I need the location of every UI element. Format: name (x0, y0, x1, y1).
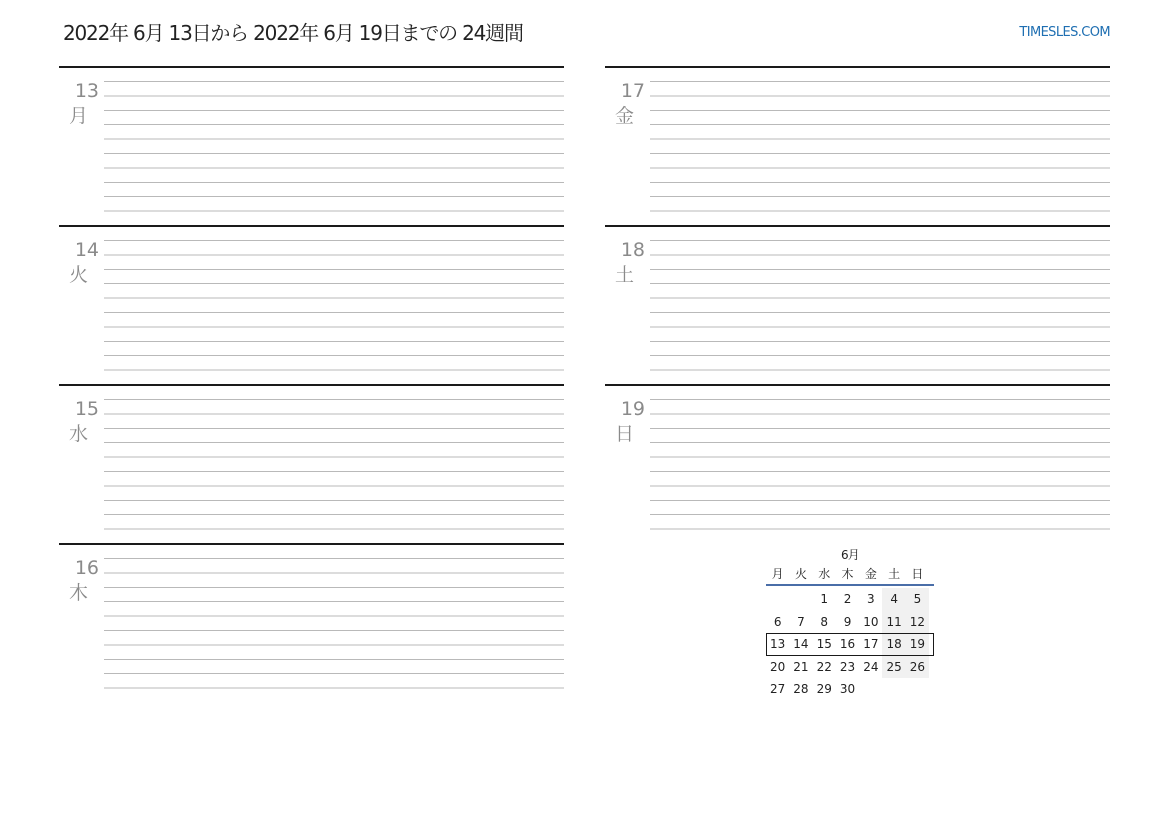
weekday-header: 水 (818, 567, 831, 581)
week-row (766, 678, 934, 701)
calendar-day[interactable]: 30 (839, 682, 856, 697)
day-block-14 (59, 225, 564, 377)
weekday-label: 土 (615, 264, 635, 286)
weekday-header: 木 (841, 567, 854, 581)
calendar-day (766, 588, 789, 611)
calendar-day[interactable]: 4 (882, 588, 905, 611)
note-lines[interactable] (104, 240, 564, 371)
weekday-header: 月 (771, 567, 784, 581)
day-number: 19 (620, 398, 645, 420)
calendar-day (789, 588, 812, 611)
weekday-label: 金 (615, 105, 635, 127)
week-row (766, 611, 934, 634)
calendar-day[interactable]: 7 (797, 614, 805, 629)
day-number: 16 (74, 557, 99, 579)
calendar-day[interactable]: 9 (843, 614, 852, 629)
week-row (766, 588, 934, 611)
day-block-15 (59, 384, 564, 536)
day-block-18 (605, 225, 1110, 377)
calendar-day[interactable]: 10 (863, 614, 879, 629)
weekday-header: 日 (911, 567, 924, 581)
weekday-label: 木 (69, 582, 89, 604)
calendar-day (882, 678, 905, 701)
calendar-day (906, 678, 929, 701)
calendar-day[interactable]: 3 (867, 592, 875, 606)
page-title: 2022年 6月 13日から 2022年 6月 19日までの 24週間 (63, 21, 523, 45)
note-lines[interactable] (104, 558, 564, 689)
day-number: 17 (620, 80, 645, 102)
day-block-13 (59, 66, 564, 218)
calendar-day[interactable]: 1 (820, 592, 829, 606)
calendar-day[interactable]: 21 (793, 659, 809, 674)
site-link[interactable]: TIMESLES.COM (1019, 25, 1110, 40)
calendar-day[interactable]: 22 (816, 659, 832, 674)
calendar-day[interactable]: 28 (793, 682, 809, 697)
calendar-day[interactable]: 20 (770, 659, 786, 674)
mini-calendar-grid (766, 588, 934, 701)
calendar-day[interactable]: 17 (863, 637, 879, 652)
calendar-day (859, 678, 882, 701)
weekday-label: 月 (69, 105, 89, 127)
calendar-day[interactable]: 2 (843, 592, 852, 606)
calendar-day[interactable]: 8 (820, 614, 829, 629)
week-row (766, 656, 934, 679)
calendar-day[interactable]: 18 (882, 633, 905, 656)
note-lines[interactable] (650, 81, 1110, 212)
note-lines[interactable] (104, 81, 564, 212)
note-lines[interactable] (650, 399, 1110, 530)
calendar-day[interactable]: 15 (816, 637, 832, 652)
calendar-day[interactable]: 16 (839, 637, 856, 652)
day-number: 18 (620, 239, 645, 261)
calendar-day[interactable]: 19 (906, 633, 929, 656)
weekday-header: 土 (888, 567, 901, 581)
calendar-day[interactable]: 27 (770, 682, 786, 697)
day-number: 13 (74, 80, 99, 102)
day-block-19 (605, 384, 1110, 536)
weekday-label: 日 (615, 423, 635, 445)
day-number: 14 (74, 239, 99, 261)
weekday-label: 水 (69, 423, 89, 445)
day-number: 15 (74, 398, 99, 420)
calendar-day[interactable]: 25 (882, 656, 905, 679)
calendar-day[interactable]: 11 (882, 611, 905, 634)
calendar-day[interactable]: 12 (906, 611, 929, 634)
day-block-16 (59, 543, 564, 695)
weekday-label: 火 (69, 264, 89, 286)
calendar-day[interactable]: 5 (906, 588, 929, 611)
calendar-day[interactable]: 14 (793, 637, 809, 652)
calendar-day[interactable]: 13 (770, 637, 786, 652)
calendar-day[interactable]: 6 (773, 614, 782, 629)
mini-calendar-month: 6月 (840, 548, 860, 562)
note-lines[interactable] (104, 399, 564, 530)
calendar-day[interactable]: 24 (863, 659, 879, 674)
calendar-day[interactable]: 26 (906, 656, 929, 679)
mini-calendar (766, 546, 934, 701)
mini-calendar-weekdays (766, 564, 934, 586)
weekday-header: 金 (864, 567, 877, 581)
calendar-day[interactable]: 29 (816, 682, 832, 697)
weekday-header: 火 (794, 567, 807, 581)
current-week-row (766, 633, 934, 656)
day-block-17 (605, 66, 1110, 218)
calendar-day[interactable]: 23 (839, 659, 856, 674)
note-lines[interactable] (650, 240, 1110, 371)
